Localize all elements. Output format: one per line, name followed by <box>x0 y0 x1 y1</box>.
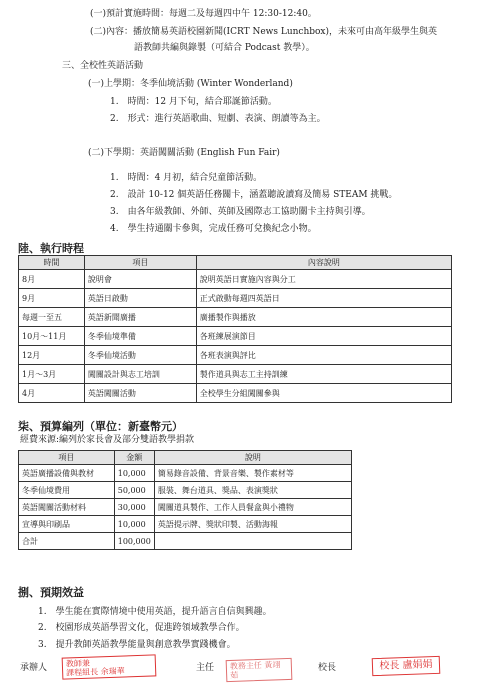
schedule-row <box>19 346 452 365</box>
schedule-row <box>19 270 452 289</box>
schedule-row <box>19 365 452 384</box>
budget-cell: 合計 <box>19 533 115 550</box>
budget-source: 經費來源:編列於家長會及部分雙語教學捐款 <box>20 435 195 445</box>
schedule-cell: 8月 <box>19 270 85 289</box>
schedule-row <box>19 289 452 308</box>
schedule-cell: 英語新聞廣播 <box>84 308 196 327</box>
schedule-cell: 全校學生分組闖關參與 <box>196 384 451 403</box>
budget-col-item: 項目 <box>19 451 115 465</box>
budget-cell: 100,000 <box>114 533 154 550</box>
budget-row <box>19 482 352 499</box>
budget-col-desc: 說明 <box>154 451 351 465</box>
schedule-col-desc: 內容說明 <box>196 256 451 270</box>
schedule-row <box>19 327 452 346</box>
budget-row <box>19 499 352 516</box>
budget-heading: 柒、預算編列（單位：新臺幣元） <box>18 420 183 433</box>
budget-cell: 冬季仙境費用 <box>19 482 115 499</box>
schedule-cell: 製作道具與志工主持訓練 <box>196 365 451 384</box>
winter-point-1: 1. 時間：12 月下旬，結合耶誕節活動。 <box>110 97 277 107</box>
schedule-col-time: 時間 <box>19 256 85 270</box>
budget-col-amount: 金額 <box>114 451 154 465</box>
funfair-title: (二)下學期：英語闖關活動 (English Fun Fair) <box>88 148 280 158</box>
schedule-col-item: 項目 <box>84 256 196 270</box>
funfair-point-4: 4. 學生持通關卡參與，完成任務可兌換紀念小物。 <box>110 224 317 234</box>
benefit-point-1: 1. 學生能在實際情境中使用英語，提升語言自信與興趣。 <box>38 607 272 617</box>
schedule-heading: 陸、執行時程 <box>18 242 84 255</box>
schedule-cell: 9月 <box>19 289 85 308</box>
undertaker-stamp: 教師兼 課程組長 余瑞華 <box>62 654 157 679</box>
budget-cell: 50,000 <box>114 482 154 499</box>
schedule-cell: 4月 <box>19 384 85 403</box>
director-label: 主任 <box>196 663 215 673</box>
director-stamp: 教務主任 黃翊茹 <box>226 658 293 682</box>
schedule-cell: 每週一至五 <box>19 308 85 327</box>
budget-cell <box>154 533 351 550</box>
schedule-row <box>19 384 452 403</box>
schedule-cell: 英語闖關活動 <box>84 384 196 403</box>
funfair-point-1: 1. 時間：4 月初，結合兒童節活動。 <box>110 173 263 183</box>
budget-cell: 英語闖關活動材料 <box>19 499 115 516</box>
schedule-cell: 冬季仙境準備 <box>84 327 196 346</box>
budget-cell: 闖關道具製作、工作人員餐盒與小禮物 <box>154 499 351 516</box>
budget-cell: 英語廣播設備與教材 <box>19 465 115 482</box>
funfair-point-3: 3. 由各年級教師、外師、英師及國際志工協助關卡主持與引導。 <box>110 207 371 217</box>
schedule-row <box>19 308 452 327</box>
principal-stamp: 校長 盧娟娟 <box>372 656 441 676</box>
budget-cell: 簡易錄音設備、背景音樂、製作素材等 <box>154 465 351 482</box>
schedule-cell: 英語日啟動 <box>84 289 196 308</box>
broadcast-content-cont: 語教師共編與錄製（可結合 Podcast 教學）。 <box>134 43 315 53</box>
undertaker-label: 承辦人 <box>20 663 48 673</box>
schedule-cell: 10月～11月 <box>19 327 85 346</box>
budget-table <box>18 450 352 550</box>
budget-cell: 10,000 <box>114 465 154 482</box>
schedule-cell: 1月～3月 <box>19 365 85 384</box>
budget-cell: 30,000 <box>114 499 154 516</box>
schedule-cell: 闖關設計與志工培訓 <box>84 365 196 384</box>
schedule-cell: 冬季仙境活動 <box>84 346 196 365</box>
schedule-cell: 說明英語日實施內容與分工 <box>196 270 451 289</box>
schedule-cell: 說明會 <box>84 270 196 289</box>
section3-title: 三、全校性英語活動 <box>62 61 144 71</box>
winter-title: (一)上學期：冬季仙境活動 (Winter Wonderland) <box>88 79 293 89</box>
budget-cell: 宣導與印刷品 <box>19 516 115 533</box>
funfair-point-2: 2. 設計 10-12 個英語任務關卡，涵蓋聽說讀寫及簡易 STEAM 挑戰。 <box>110 190 398 200</box>
benefit-point-3: 3. 提升教師英語教學能量與創意教學實踐機會。 <box>38 640 236 650</box>
principal-label: 校長 <box>318 663 337 673</box>
schedule-table <box>18 255 452 403</box>
budget-row <box>19 533 352 550</box>
schedule-cell: 各班練展演節目 <box>196 327 451 346</box>
winter-point-2: 2. 形式：進行英語歌曲、短劇、表演、朗讀等為主。 <box>110 114 326 124</box>
budget-cell: 10,000 <box>114 516 154 533</box>
schedule-cell: 各班表演與評比 <box>196 346 451 365</box>
schedule-cell: 廣播製作與播放 <box>196 308 451 327</box>
budget-row <box>19 516 352 533</box>
budget-row <box>19 465 352 482</box>
benefits-heading: 捌、預期效益 <box>18 586 84 599</box>
budget-cell: 英語提示牌、獎狀印製、活動海報 <box>154 516 351 533</box>
broadcast-content: (二)內容：播放簡易英語校園新聞(ICRT News Lunchbox)，未來可由高年級學生與英 <box>90 27 438 37</box>
schedule-cell: 正式啟動每週四英語日 <box>196 289 451 308</box>
schedule-cell: 12月 <box>19 346 85 365</box>
benefit-point-2: 2. 校園形成英語學習文化，促進跨領域教學合作。 <box>38 623 245 633</box>
budget-cell: 服裝、舞台道具、獎品、表演獎狀 <box>154 482 351 499</box>
broadcast-time: (一)預計實施時間：每週二及每週四中午 12:30-12:40。 <box>90 9 317 19</box>
